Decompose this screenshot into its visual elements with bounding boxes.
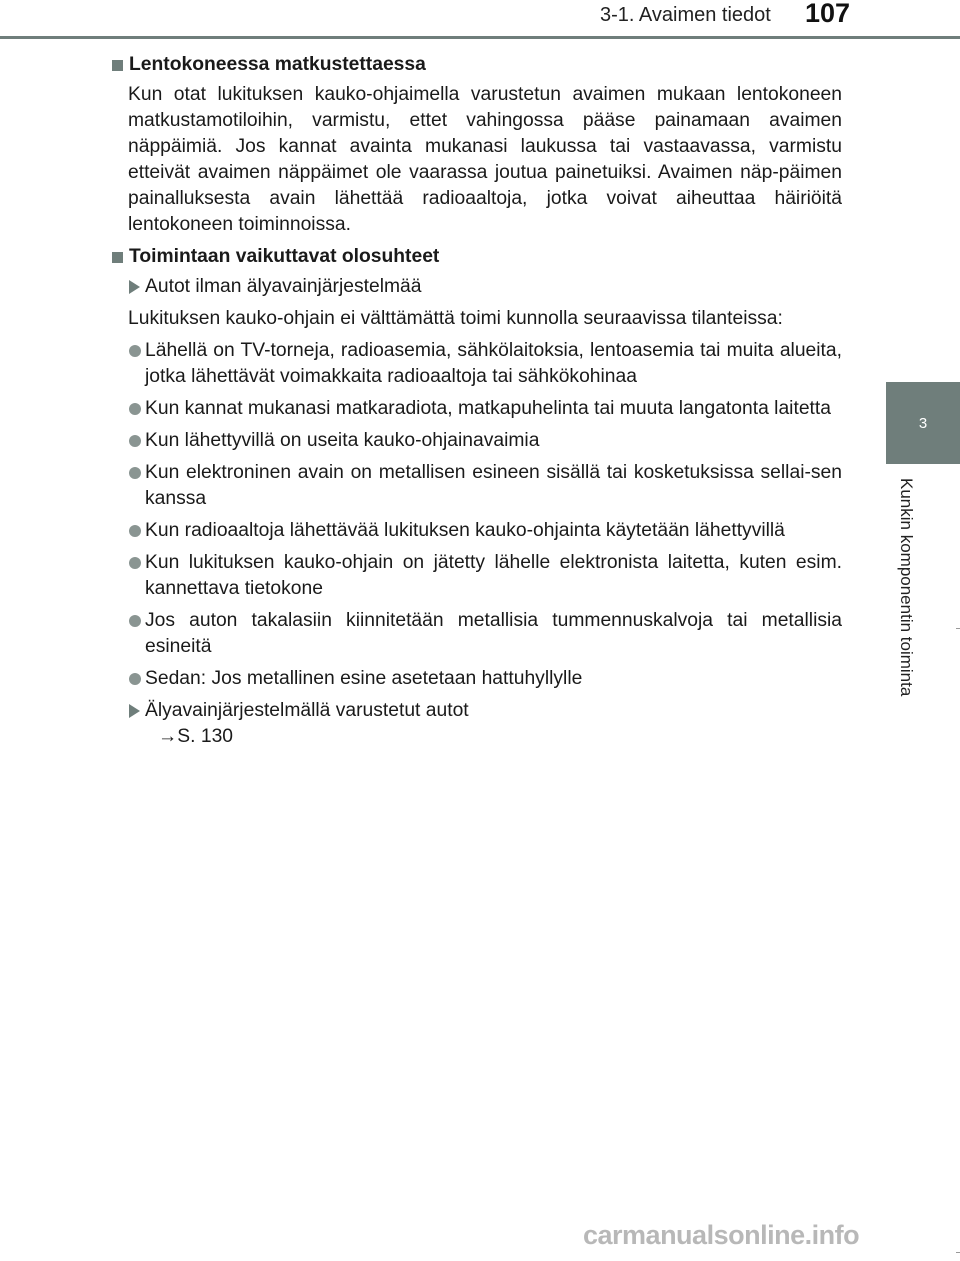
list-item xyxy=(110,428,842,454)
section-heading xyxy=(110,244,842,270)
conditions-list xyxy=(110,338,842,692)
list-item-text: Kun kannat mukanasi matkaradiota, matkapuhelinta tai muuta langatonta laitetta xyxy=(145,398,831,419)
round-bullet-icon xyxy=(129,557,141,569)
list-item-text: Jos auton takalasiin kiinnitetään metallisia tummennuskalvoja tai metallisia esineitä xyxy=(145,610,842,657)
round-bullet-icon xyxy=(129,467,141,479)
chapter-title: Kunkin komponentin toiminta xyxy=(897,478,916,697)
condition-heading xyxy=(110,274,842,300)
header-rule xyxy=(0,36,960,39)
list-item-text: Kun lukituksen kauko-ohjain on jätetty lähelle elektronista laitetta, kuten esim. kannettava tietokone xyxy=(145,552,842,599)
chapter-number: 3 xyxy=(918,414,928,432)
section-title: 3-1. Avaimen tiedot xyxy=(600,4,771,26)
list-item xyxy=(110,666,842,692)
list-item-text: Sedan: Jos metallinen esine asetetaan hattuhyllylle xyxy=(145,668,583,689)
condition-heading xyxy=(110,698,842,750)
list-item-text: Lähellä on TV-torneja, radioasemia, sähkölaitoksia, lentoasemia tai muita alueita, jotka lähettävät voimakkaita radioaaltoja tai sähkökohinaa xyxy=(145,340,842,387)
list-item xyxy=(110,338,842,390)
triangle-bullet-icon xyxy=(129,280,140,294)
edge-mark xyxy=(956,1252,960,1253)
round-bullet-icon xyxy=(129,673,141,685)
round-bullet-icon xyxy=(129,435,141,447)
watermark: carmanualsonline.info xyxy=(583,1220,860,1250)
list-item xyxy=(110,518,842,544)
page-content xyxy=(110,52,842,756)
condition-text: Älyavainjärjestelmällä varustetut autot xyxy=(145,700,469,721)
section-heading xyxy=(110,52,842,78)
heading-text: Lentokoneessa matkustettaessa xyxy=(129,54,426,75)
list-item xyxy=(110,550,842,602)
list-item-text: Kun lähettyvillä on useita kauko-ohjainavaimia xyxy=(145,430,540,451)
list-item-text: Kun elektroninen avain on metallisen esineen sisällä tai kosketuksissa sellai-sen kanssa xyxy=(145,462,842,509)
condition-text: Autot ilman älyavainjärjestelmää xyxy=(145,276,422,297)
edge-mark xyxy=(956,628,960,629)
round-bullet-icon xyxy=(129,525,141,537)
page-number: 107 xyxy=(805,0,851,28)
heading-text: Toimintaan vaikuttavat olosuhteet xyxy=(129,246,440,267)
square-bullet-icon xyxy=(112,252,123,263)
list-item xyxy=(110,608,842,660)
conditions-intro: Lukituksen kauko-ohjain ei välttämättä toimi kunnolla seuraavissa tilanteissa: xyxy=(128,308,783,329)
list-item-text: Kun radioaaltoja lähettävää lukituksen kauko-ohjainta käytetään lähettyvillä xyxy=(145,520,785,541)
round-bullet-icon xyxy=(129,615,141,627)
section-airplane xyxy=(110,52,842,238)
square-bullet-icon xyxy=(112,60,123,71)
list-item xyxy=(110,460,842,512)
section-paragraph: Kun otat lukituksen kauko-ohjaimella varustetun avaimen mukaan lentokoneen matkustamotiloihin, varmistu, ettet vahingossa pääse painamaan avaimen näppäimiä. Jos kannat avainta mukanasi laukussa tai vastaavassa, varmistu etteivät avaimen näppäimet ole vaarassa joutua painetuiksi. Avaimen näp-päimen painalluksesta avain lähettää radioaaltoja, jotka voivat aiheuttaa häiriöitä lentokoneen toiminnoissa. xyxy=(128,84,842,235)
round-bullet-icon xyxy=(129,345,141,357)
section-conditions xyxy=(110,244,842,750)
chapter-tab[interactable] xyxy=(886,382,960,464)
triangle-bullet-icon xyxy=(129,704,140,718)
list-item xyxy=(110,396,842,422)
page-reference-link[interactable]: →S. 130 xyxy=(158,726,234,747)
round-bullet-icon xyxy=(129,403,141,415)
